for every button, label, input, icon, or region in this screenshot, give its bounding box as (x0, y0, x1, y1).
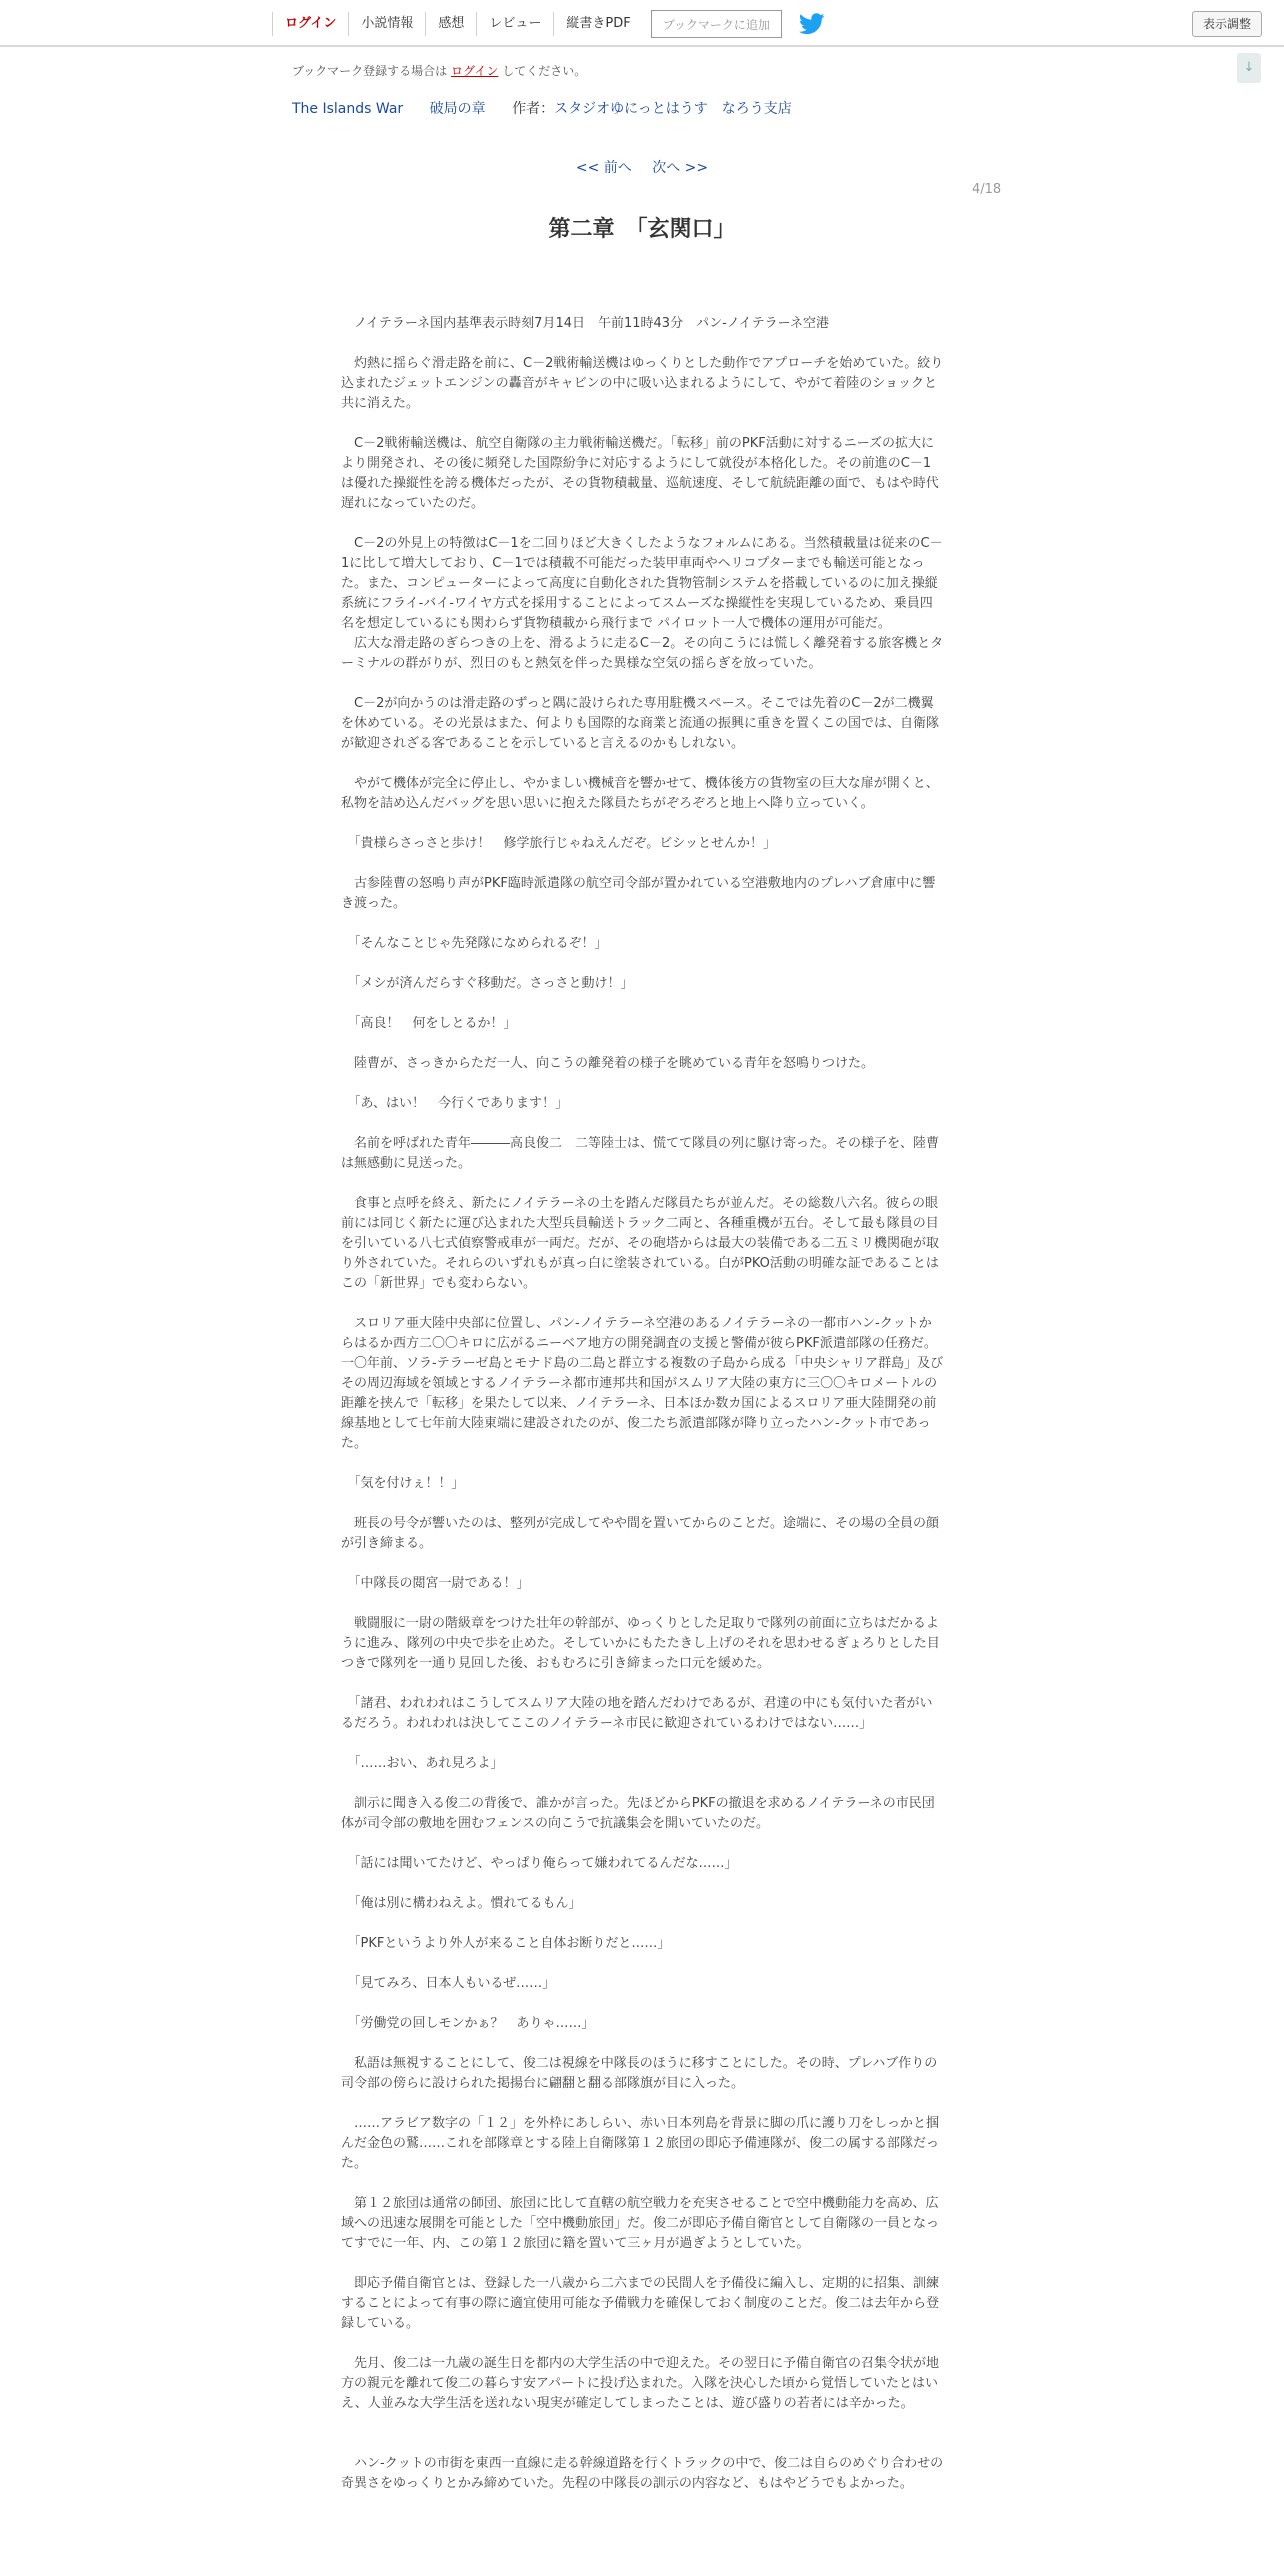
top-nav-bar (0, 0, 1284, 47)
novel-paragraph (341, 914, 944, 934)
novel-paragraph (341, 1834, 944, 1854)
novel-paragraph: 「……おい、あれ見ろよ」 (341, 1756, 504, 1771)
novel-paragraph (341, 1454, 944, 1474)
novel-paragraph (341, 294, 944, 314)
display-settings-button[interactable]: 表示調整 (1192, 11, 1262, 37)
novel-paragraph (341, 814, 944, 834)
novel-paragraph (341, 1074, 944, 1094)
novel-paragraph: 「高良！ 何をしとるか！」 (341, 1016, 517, 1031)
novel-paragraph (341, 514, 944, 534)
scroll-down-icon[interactable]: ↓ (1237, 53, 1261, 83)
novel-paragraph (341, 754, 944, 774)
novel-paragraph (341, 1034, 944, 1054)
novel-paragraph (341, 1294, 944, 1314)
novel-paragraph: 「PKFというより外人が来ること自体お断りだと……」 (341, 1936, 671, 1951)
novel-paragraph: ハン-クットの市街を東西一直線に走る幹線道路を行くトラックの中で、俊二は自らのめぐり合わせの奇異さをゆっくりとかみ締めていた。先程の中隊長の訓示の内容など、もはやどうでもよかった。 (341, 2456, 944, 2491)
novel-paragraph (341, 2094, 944, 2114)
novel-paragraph: 「話には聞いてたけど、やっぱり俺らって嫌われてるんだな……」 (341, 1856, 738, 1871)
login-note-before: ブックマーク登録する場合は (292, 64, 451, 78)
author-link[interactable]: スタジオゆにっとはうす なろう支店 (554, 101, 792, 117)
novel-paragraph: やがて機体が完全に停止し、やかましい機械音を響かせて、機体後方の貨物室の巨大な扉が開くと、私物を詰め込んだバッグを思い思いに抱えた隊員たちがぞろぞろと地上へ降り立っていく。 (341, 776, 939, 811)
impressions-link[interactable]: 感想 (425, 12, 476, 36)
novel-paragraph (341, 1994, 944, 2014)
vertical-pdf-link[interactable]: 縦書きPDF (553, 12, 642, 36)
novel-paragraph: 「気を付けぇ！！」 (341, 1476, 465, 1491)
novel-paragraph: 「見てみろ、日本人もいるぜ……」 (341, 1976, 556, 1991)
login-note-after: してください。 (498, 64, 587, 78)
novel-paragraph (341, 1774, 944, 1794)
novel-paragraph: 「貴様らさっさと歩け！ 修学旅行じゃねえんだぞ。ビシッとせんか！」 (341, 836, 776, 851)
chapter-title: 第二章 「玄関口」 (548, 216, 736, 242)
novel-paragraph: C－2が向かうのは滑走路のずっと隅に設けられた専用駐機スペース。そこでは先着のC－2が二機翼を休めている。その光景はまた、何よりも国際的な商業と流通の振興に重きを置くこの国では、自衛隊が歓迎されざる客であることを示していると言えるのかもしれない。 (341, 696, 940, 751)
novel-paragraph (341, 414, 944, 434)
novel-paragraph (341, 2434, 944, 2454)
novel-text (341, 294, 944, 2494)
prev-page-link[interactable]: << 前へ (575, 160, 632, 176)
novel-paragraph: 「労働党の回しモンかぁ？ ありゃ……」 (341, 2016, 595, 2031)
novel-paragraph (341, 1914, 944, 1934)
novel-paragraph: 陸曹が、さっきからただ一人、向こうの離発着の様子を眺めている青年を怒鳴りつけた。 (341, 1056, 875, 1071)
page-count: 4/18 (972, 182, 1002, 197)
pager (0, 157, 1284, 177)
series-title-link[interactable]: The Islands War (292, 101, 404, 117)
novel-paragraph: 戦闘服に一尉の階級章をつけた壮年の幹部が、ゆっくりとした足取りで隊列の前面に立ちはだかるように進み、隊列の中央で歩を止めた。そしていかにもたたきし上げのそれを思わせるぎょろりとした目つきで隊列を一通り見回した後、おもむろに引き締まった口元を緩めた。 (341, 1616, 940, 1671)
novel-paragraph (341, 2034, 944, 2054)
twitter-bird-icon (799, 13, 825, 35)
chapter-group-link[interactable]: 破局の章 (429, 101, 486, 117)
novel-paragraph (341, 1554, 944, 1574)
novel-paragraph: 第１２旅団は通常の師団、旅団に比して直轄の航空戦力を充実させることで空中機動能力を高め、広域への迅速な展開を可能とした「空中機動旅団」だ。俊二が即応予備自衛官として自衛隊の一員となってすでに一年、内、この第１２旅団に籍を置いて三ヶ月が過ぎようとしていた。 (341, 2196, 940, 2251)
nav-menu (272, 0, 825, 47)
novel-paragraph: C－2の外見上の特徴はC－1を二回りほど大きくしたようなフォルムにある。当然積載量は従来のC－1に比して増大しており、C－1では積載不可能だった装甲車両やヘリコプターまでも輸送可能となった。また、コンピューターによって高度に自動化された貨物管制システムを搭載しているのに加え操縦系統にフライ-バイ-ワイヤ方式を採用することによってスムーズな操縦性を実現しているため、乗員四名を想定しているにも関わらず貨物積載から飛行まで パイロット一人で機体の運用が可能だ。 (341, 536, 943, 631)
novel-paragraph: 名前を呼ばれた青年―――高良俊二 二等陸士は、慌てて隊員の列に駆け寄った。その様子を、陸曹は無感動に見送った。 (341, 1136, 940, 1171)
novel-paragraph: 食事と点呼を終え、新たにノイテラーネの土を踏んだ隊員たちが並んだ。その総数八六名。彼らの眼前には同じく新たに運び込まれた大型兵員輸送トラック二両と、各種重機が五台。そして最も隊員の目を引いている八七式偵察警戒車が一両だ。だが、その砲塔からは最大の装備である二五ミリ機関砲が取り外されていた。それらのいずれもが真っ白に塗装されている。白がPKO活動の明確な証であることはこの「新世界」でも変わらない。 (341, 1196, 940, 1291)
novel-paragraph (341, 1494, 944, 1514)
novel-paragraph (341, 994, 944, 1014)
novel-paragraph (341, 1594, 944, 1614)
login-note-link[interactable]: ログイン (450, 64, 499, 78)
novel-paragraph: 古参陸曹の怒鳴り声がPKF臨時派遣隊の航空司令部が置かれている空港敷地内のプレハブ倉庫中に響き渡った。 (341, 876, 936, 911)
novel-paragraph: 訓示に聞き入る俊二の背後で、誰かが言った。先ほどからPKFの撤退を求めるノイテラーネの市民団体が司令部の敷地を囲むフェンスの向こうで抗議集会を開いていたのだ。 (341, 1796, 935, 1831)
novel-paragraph (341, 1734, 944, 1754)
novel-paragraph: 「あ、はい！ 今行くであります！」 (341, 1096, 568, 1111)
novel-paragraph (341, 1874, 944, 1894)
novel-paragraph: ノイテラーネ国内基準表示時刻7月14日 午前11時43分 パン-ノイテラーネ空港 (341, 316, 829, 331)
author-label: 作者： (512, 101, 555, 117)
novel-paragraph: 「諸君、われわれはこうしてスムリア大陸の地を踏んだわけであるが、君達の中にも気付いた者がいるだろう。われわれは決してここのノイテラーネ市民に歓迎されているわけではない……」 (341, 1696, 933, 1731)
series-info (292, 98, 814, 118)
novel-paragraph (341, 2174, 944, 2194)
novel-paragraph (341, 1174, 944, 1194)
novel-paragraph (341, 1674, 944, 1694)
novel-paragraph (341, 674, 944, 694)
novel-paragraph: C－2戦術輸送機は、航空自衛隊の主力戦術輸送機だ。「転移」前のPKF活動に対するニーズの拡大により開発され、その後に頻発した国際紛争に対応するようにして就役が本格化した。その前進のC－1は優れた操縦性を誇る機体だったが、その貨物積載量、巡航速度、そして航続距離の面で、もはや時代遅れになっていたのだ。 (341, 436, 939, 511)
novel-paragraph (341, 1954, 944, 1974)
novel-paragraph: 班長の号令が響いたのは、整列が完成してやや間を置いてからのことだ。途端に、その場の全員の顔が引き締まる。 (341, 1516, 940, 1551)
next-page-link[interactable]: 次へ >> (652, 160, 709, 176)
novel-paragraph: ……アラビア数字の「１２」を外枠にあしらい、赤い日本列島を背景に脚の爪に護り刀をしっかと掴んだ金色の鷲……これを部隊章とする陸上自衛隊第１２旅団の即応予備連隊が、俊二の属する部隊だった。 (341, 2116, 940, 2171)
novel-paragraph (341, 954, 944, 974)
novel-paragraph (341, 2334, 944, 2354)
novel-paragraph (341, 854, 944, 874)
novel-paragraph (341, 2414, 944, 2434)
novel-paragraph: 先月、俊二は一九歳の誕生日を都内の大学生活の中で迎えた。その翌日に予備自衛官の召集令状が地方の親元を離れて俊二の暮らす安アパートに投げ込まれた。入隊を決心した頃から覚悟していたとはいえ、人並みな大学生活を送れない現実が確定してしまったことは、遊び盛りの若者には辛かった。 (341, 2356, 940, 2411)
novel-paragraph: 「メシが済んだらすぐ移動だ。さっさと動け！」 (341, 976, 634, 991)
login-note (292, 62, 586, 79)
bookmark-add-button[interactable]: ブックマークに追加 (651, 10, 782, 38)
twitter-share-button[interactable] (799, 13, 825, 35)
novel-paragraph: 広大な滑走路のぎらつきの上を、滑るように走るC－2。その向こうには慌しく離発着する旅客機とターミナルの群がりが、烈日のもと熱気を伴った異様な空気の揺らぎを放っていた。 (341, 636, 944, 671)
novel-paragraph: 「俺は別に構わねえよ。慣れてるもん」 (341, 1896, 582, 1911)
novel-info-link[interactable]: 小説情報 (348, 12, 425, 36)
novel-paragraph (341, 334, 944, 354)
login-link[interactable]: ログイン (272, 12, 348, 36)
novel-paragraph (341, 1114, 944, 1134)
novel-paragraph: 灼熱に揺らぐ滑走路を前に、C－2戦術輸送機はゆっくりとした動作でアプローチを始めていた。絞り込まれたジェットエンジンの轟音がキャビンの中に吸い込まれるようにして、やがて着陸のショックと共に消えた。 (341, 356, 944, 411)
novel-paragraph: スロリア亜大陸中央部に位置し、パン-ノイテラーネ空港のあるノイテラーネの一都市ハン-クットからはるか西方二〇〇キロに広がるニーベア地方の開発調査の支援と警備が彼らPKF派遣部隊の任務だ。一〇年前、ソラ-テラーゼ島とモナド島の二島と群立する複数の子島から成る「中央シャリア群島」及びその周辺海域を領域とするノイテラーネ都市連邦共和国がスムリア大陸の東方に三〇〇キロメートルの距離を挟んで「転移」を果たして以来、ノイテラーネ、日本ほか数カ国によるスロリア亜大陸開発の前線基地として七年前大陸東端に建設されたのが、俊二たち派遣部隊が降り立ったハン-クット市であった。 (341, 1316, 944, 1451)
novel-paragraph: 即応予備自衛官とは、登録した一八歳から二六までの民間人を予備役に編入し、定期的に招集、訓練することによって有事の際に適宜使用可能な予備戦力を確保しておく制度のことだ。俊二は去年から登録している。 (341, 2276, 940, 2331)
review-link[interactable]: レビュー (476, 12, 553, 36)
novel-paragraph: 「中隊長の閲宮一尉である！」 (341, 1576, 530, 1591)
novel-paragraph (341, 2254, 944, 2274)
novel-paragraph: 「そんなことじゃ先発隊になめられるぞ！」 (341, 936, 608, 951)
novel-paragraph: 私語は無視することにして、俊二は視線を中隊長のほうに移すことにした。その時、プレハブ作りの司令部の傍らに設けられた掲揚台に翩翻と翻る部隊旗が目に入った。 (341, 2056, 938, 2091)
